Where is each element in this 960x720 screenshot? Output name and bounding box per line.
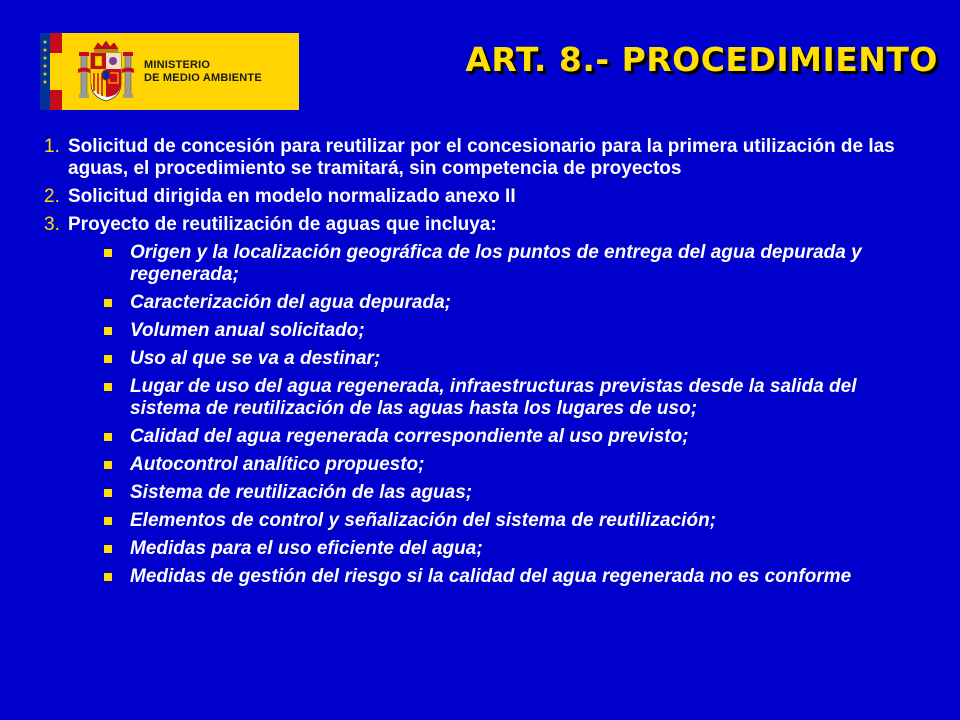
ministry-logo <box>40 33 299 110</box>
numbered-item <box>44 214 924 236</box>
ministry-line-1: MINISTERIO <box>144 59 211 71</box>
bullet-text: Origen y la localización geográfica de los puntos de entrega del agua depurada y regenerada; <box>130 242 862 285</box>
bullet-text: Sistema de reutilización de las aguas; <box>130 482 473 503</box>
item-text: Proyecto de reutilización de aguas que incluya: <box>68 214 497 235</box>
bullet-item <box>92 320 924 342</box>
bullet-item <box>92 482 924 504</box>
square-bullet-icon <box>92 320 130 342</box>
bullet-item <box>92 242 924 286</box>
flag-strip <box>40 33 62 110</box>
numbered-item <box>44 136 924 180</box>
bullet-item <box>92 538 924 560</box>
bullet-text: Uso al que se va a destinar; <box>130 348 381 369</box>
item-number: 2. <box>44 186 60 207</box>
bullet-text: Medidas para el uso eficiente del agua; <box>130 538 483 559</box>
bullet-text: Lugar de uso del agua regenerada, infraestructuras previstas desde la salida del sistema de reutilización de las aguas hasta los lugares de uso; <box>130 376 857 419</box>
bullet-item <box>92 454 924 476</box>
ministry-line-2: DE MEDIO AMBIENTE <box>144 72 262 84</box>
eu-stars-icon: ★ ★ ★ ★ ★ ★ <box>42 39 48 86</box>
square-bullet-icon <box>92 242 130 286</box>
numbered-item <box>44 186 924 208</box>
square-bullet-icon <box>92 482 130 504</box>
item-number: 3. <box>44 214 60 235</box>
bullet-item <box>92 426 924 448</box>
square-bullet-icon <box>92 292 130 314</box>
bullet-text: Caracterización del agua depurada; <box>130 292 451 313</box>
bullet-text: Elementos de control y señalización del sistema de reutilización; <box>130 510 717 531</box>
square-bullet-icon <box>92 348 130 370</box>
bullet-list <box>92 242 924 588</box>
slide-title: ART. 8.- PROCEDIMIENTO <box>465 40 938 79</box>
square-bullet-icon <box>92 454 130 476</box>
square-bullet-icon <box>92 538 130 560</box>
item-text: Solicitud de concesión para reutilizar por el concesionario para la primera utilización de las aguas, el procedimiento se tramitará, sin competencia de proyectos <box>68 136 895 179</box>
bullet-item <box>92 510 924 532</box>
bullet-text: Medidas de gestión del riesgo si la calidad del agua regenerada no es conforme <box>130 566 852 587</box>
bullet-text: Calidad del agua regenerada correspondiente al uso previsto; <box>130 426 689 447</box>
coat-of-arms-icon <box>78 39 134 105</box>
bullet-text: Autocontrol analítico propuesto; <box>130 454 425 475</box>
square-bullet-icon <box>92 376 130 420</box>
bullet-item <box>92 566 924 588</box>
ministry-name <box>144 59 262 85</box>
square-bullet-icon <box>92 510 130 532</box>
square-bullet-icon <box>92 426 130 448</box>
item-text: Solicitud dirigida en modelo normalizado anexo II <box>68 186 516 207</box>
bullet-item <box>92 376 924 420</box>
slide-content <box>44 136 924 594</box>
item-number: 1. <box>44 136 60 157</box>
bullet-text: Volumen anual solicitado; <box>130 320 365 341</box>
square-bullet-icon <box>92 566 130 588</box>
bullet-item <box>92 348 924 370</box>
bullet-item <box>92 292 924 314</box>
